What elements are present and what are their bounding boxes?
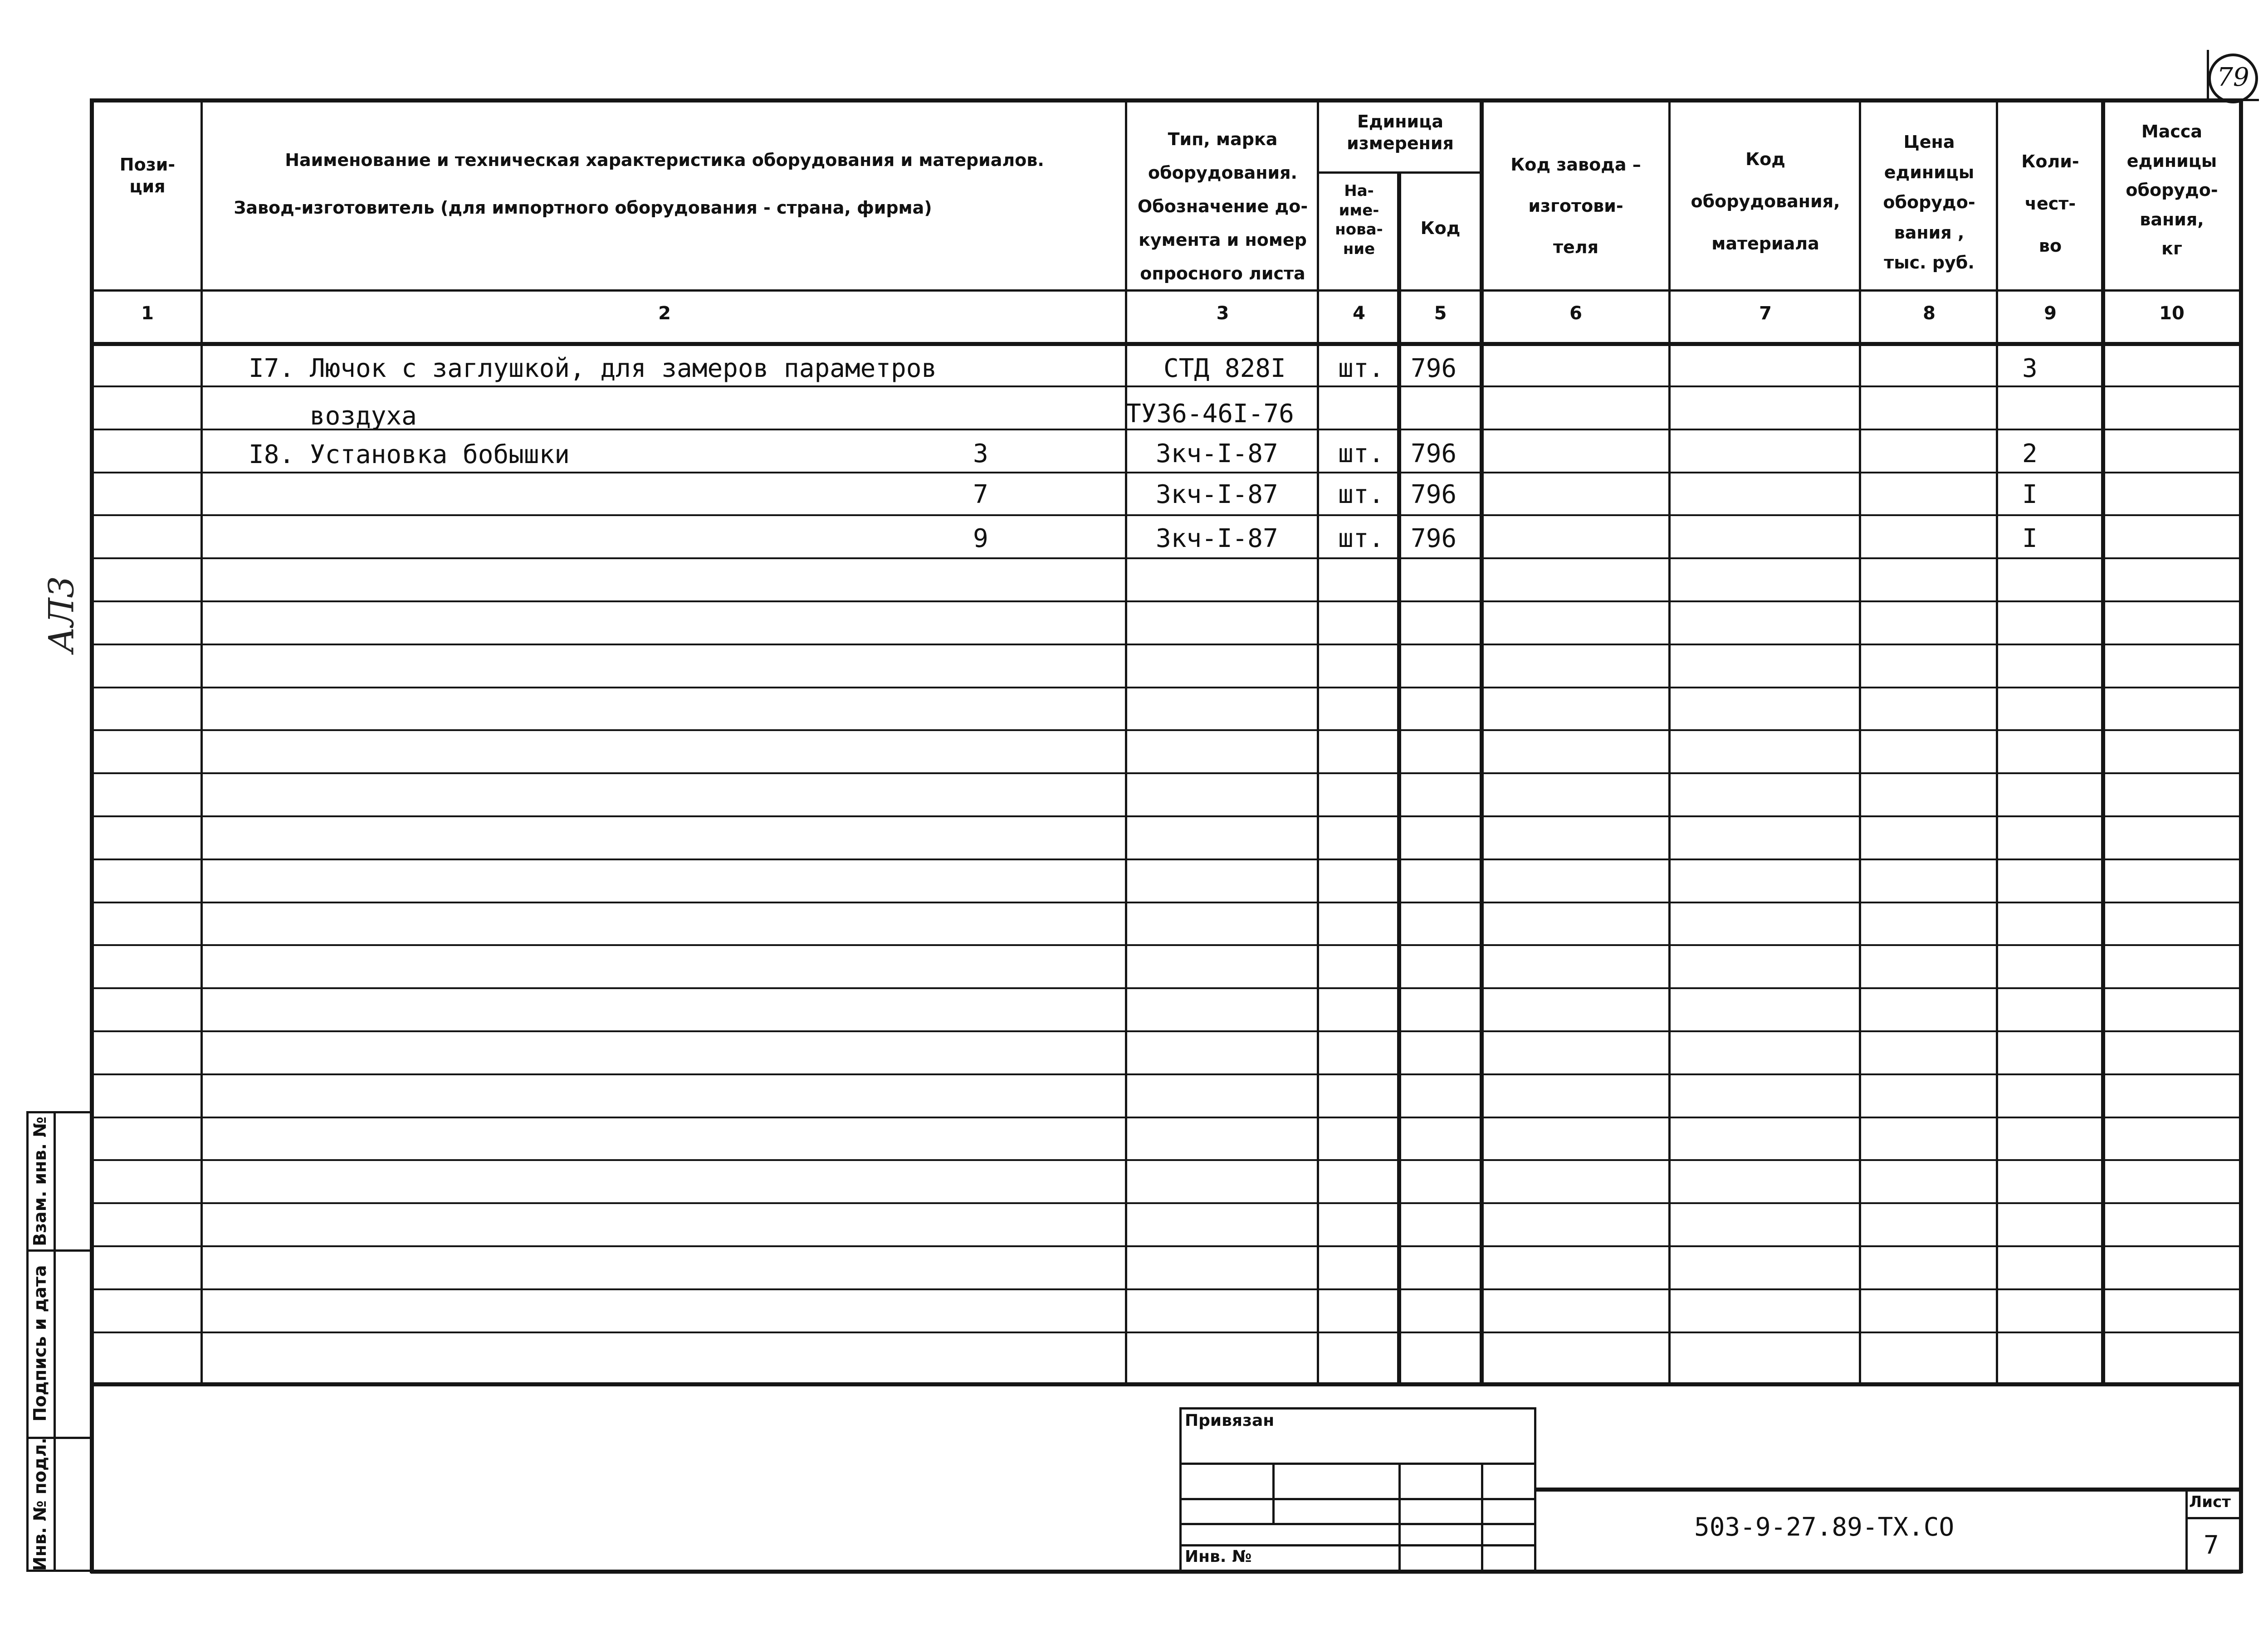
row-4-code: 796 <box>1411 480 1457 509</box>
row-3-unit: шт. <box>1338 439 1384 468</box>
header-unit-name: На- име- нова- ние <box>1335 182 1383 258</box>
row-1-code: 796 <box>1411 354 1457 383</box>
stamp-top <box>1179 1407 1535 1410</box>
row-4-type: 3кч-I-87 <box>1156 480 1278 509</box>
stamp-sheet-value: 7 <box>2204 1531 2219 1560</box>
header-name-line2: Завод-изготовитель (для импортного оборудования - страна, фирма) <box>234 198 932 218</box>
side-label-inv-podl: Инв. № подл. <box>30 1437 50 1571</box>
row-3-name: I8. Установка бобышки <box>249 440 570 469</box>
stamp-main-top <box>1534 1488 2241 1492</box>
stamp-designation: 503-9-27.89-ТХ.СО <box>1694 1512 1955 1542</box>
row-5-unit: шт. <box>1338 524 1384 553</box>
row-1-name: I7. Лючок с заглушкой, для замеров параметров <box>249 354 937 383</box>
header-equipment-code: Код оборудования, материала <box>1691 149 1840 254</box>
stamp-v-3 <box>1481 1463 1483 1571</box>
header-unit-mass: Масса единицы оборудо- вания, кг <box>2126 122 2218 259</box>
row-3-code: 796 <box>1411 439 1457 468</box>
row-line <box>91 600 2241 602</box>
colnum-5: 5 <box>1434 303 1447 324</box>
row-5-code: 796 <box>1411 524 1457 553</box>
header-quantity: Коли- чест- во <box>2021 151 2079 256</box>
stamp-left <box>1179 1407 1182 1571</box>
stamp-v-2 <box>1398 1463 1401 1571</box>
header-plant-code: Код завода – изготови- теля <box>1510 155 1641 258</box>
row-3-type: 3кч-I-87 <box>1156 439 1278 468</box>
colnum-6: 6 <box>1569 303 1582 324</box>
frame-bottom <box>91 1570 2242 1574</box>
row-line <box>91 1117 2241 1118</box>
colnum-9: 9 <box>2044 303 2057 324</box>
stamp-v-1 <box>1272 1463 1275 1523</box>
row-line <box>91 644 2241 645</box>
margin-mark: АЛ3 <box>41 576 82 653</box>
row-line <box>91 1030 2241 1032</box>
side-label-vzam: Взам. инв. № <box>30 1117 50 1246</box>
side-strip-mid <box>54 1111 56 1572</box>
colnum-2: 2 <box>658 303 671 324</box>
frame-top <box>91 98 2242 102</box>
row-1-unit: шт. <box>1338 354 1384 383</box>
row-2-type: ТУ36-46I-76 <box>1126 399 1294 429</box>
row-line <box>91 1245 2241 1247</box>
row-line <box>91 1332 2241 1333</box>
stamp-bound-label: Привязан <box>1185 1411 1275 1430</box>
row-5-qty: I <box>2022 524 2038 553</box>
header-type: Тип, марка оборудования. Обозначение до- кумента и номер опросного листа <box>1137 129 1308 284</box>
header-unit-group: Единица измерения <box>1347 112 1454 153</box>
colnum-3: 3 <box>1216 303 1229 324</box>
frame-left <box>90 98 94 1573</box>
row-5-type: 3кч-I-87 <box>1156 524 1278 553</box>
unit-group-divider <box>1317 171 1480 174</box>
row-5-sub: 9 <box>973 524 988 553</box>
numbers-bottom-line <box>91 342 2242 346</box>
corner-mark-vertical <box>2207 50 2209 100</box>
side-strip-left <box>26 1111 29 1572</box>
header-unit-price: Цена единицы оборудо- вания , тыс. руб. <box>1883 132 1975 273</box>
row-1-type: СТД 828I <box>1163 354 1286 383</box>
stamp-inv-label: Инв. № <box>1185 1547 1252 1566</box>
row-line <box>91 1159 2241 1161</box>
frame-right <box>2239 98 2243 1573</box>
row-line <box>91 557 2241 559</box>
stamp-sheet-label: Лист <box>2189 1493 2231 1511</box>
row-2-name: воздуха <box>249 401 417 431</box>
header-unit-code: Код <box>1420 218 1461 238</box>
row-line <box>91 815 2241 817</box>
colnum-8: 8 <box>1923 303 1936 324</box>
header-position: Пози- ция <box>119 155 176 196</box>
side-label-podpis: Подпись и дата <box>30 1265 50 1422</box>
row-line <box>91 514 2241 516</box>
side-strip-div1 <box>26 1249 92 1252</box>
row-3-sub: 3 <box>973 439 988 468</box>
row-line <box>91 772 2241 774</box>
row-line <box>91 1073 2241 1075</box>
row-line <box>91 1288 2241 1290</box>
stamp-sheet-divider <box>2185 1488 2188 1571</box>
colnum-7: 7 <box>1759 303 1772 324</box>
header-name-line1: Наименование и техническая характеристика оборудования и материалов. <box>285 150 1044 170</box>
row-4-sub: 7 <box>973 480 988 509</box>
row-line <box>91 472 2241 473</box>
row-4-unit: шт. <box>1338 480 1384 509</box>
colnum-4: 4 <box>1353 303 1365 324</box>
colnum-1: 1 <box>141 303 154 324</box>
row-line <box>91 858 2241 860</box>
row-line <box>91 987 2241 989</box>
row-line <box>91 902 2241 903</box>
row-line <box>91 687 2241 688</box>
sheet-number-circled: 79 <box>2217 63 2249 92</box>
row-3-qty: 2 <box>2022 439 2038 468</box>
row-line <box>91 385 2241 387</box>
table-bottom-line <box>91 1382 2242 1386</box>
row-line <box>91 944 2241 946</box>
colnum-10: 10 <box>2159 303 2185 324</box>
row-4-qty: I <box>2022 480 2038 509</box>
row-1-qty: 3 <box>2022 354 2038 383</box>
stamp-sheet-label-line <box>2185 1517 2241 1519</box>
row-line <box>91 1202 2241 1204</box>
row-line <box>91 729 2241 731</box>
